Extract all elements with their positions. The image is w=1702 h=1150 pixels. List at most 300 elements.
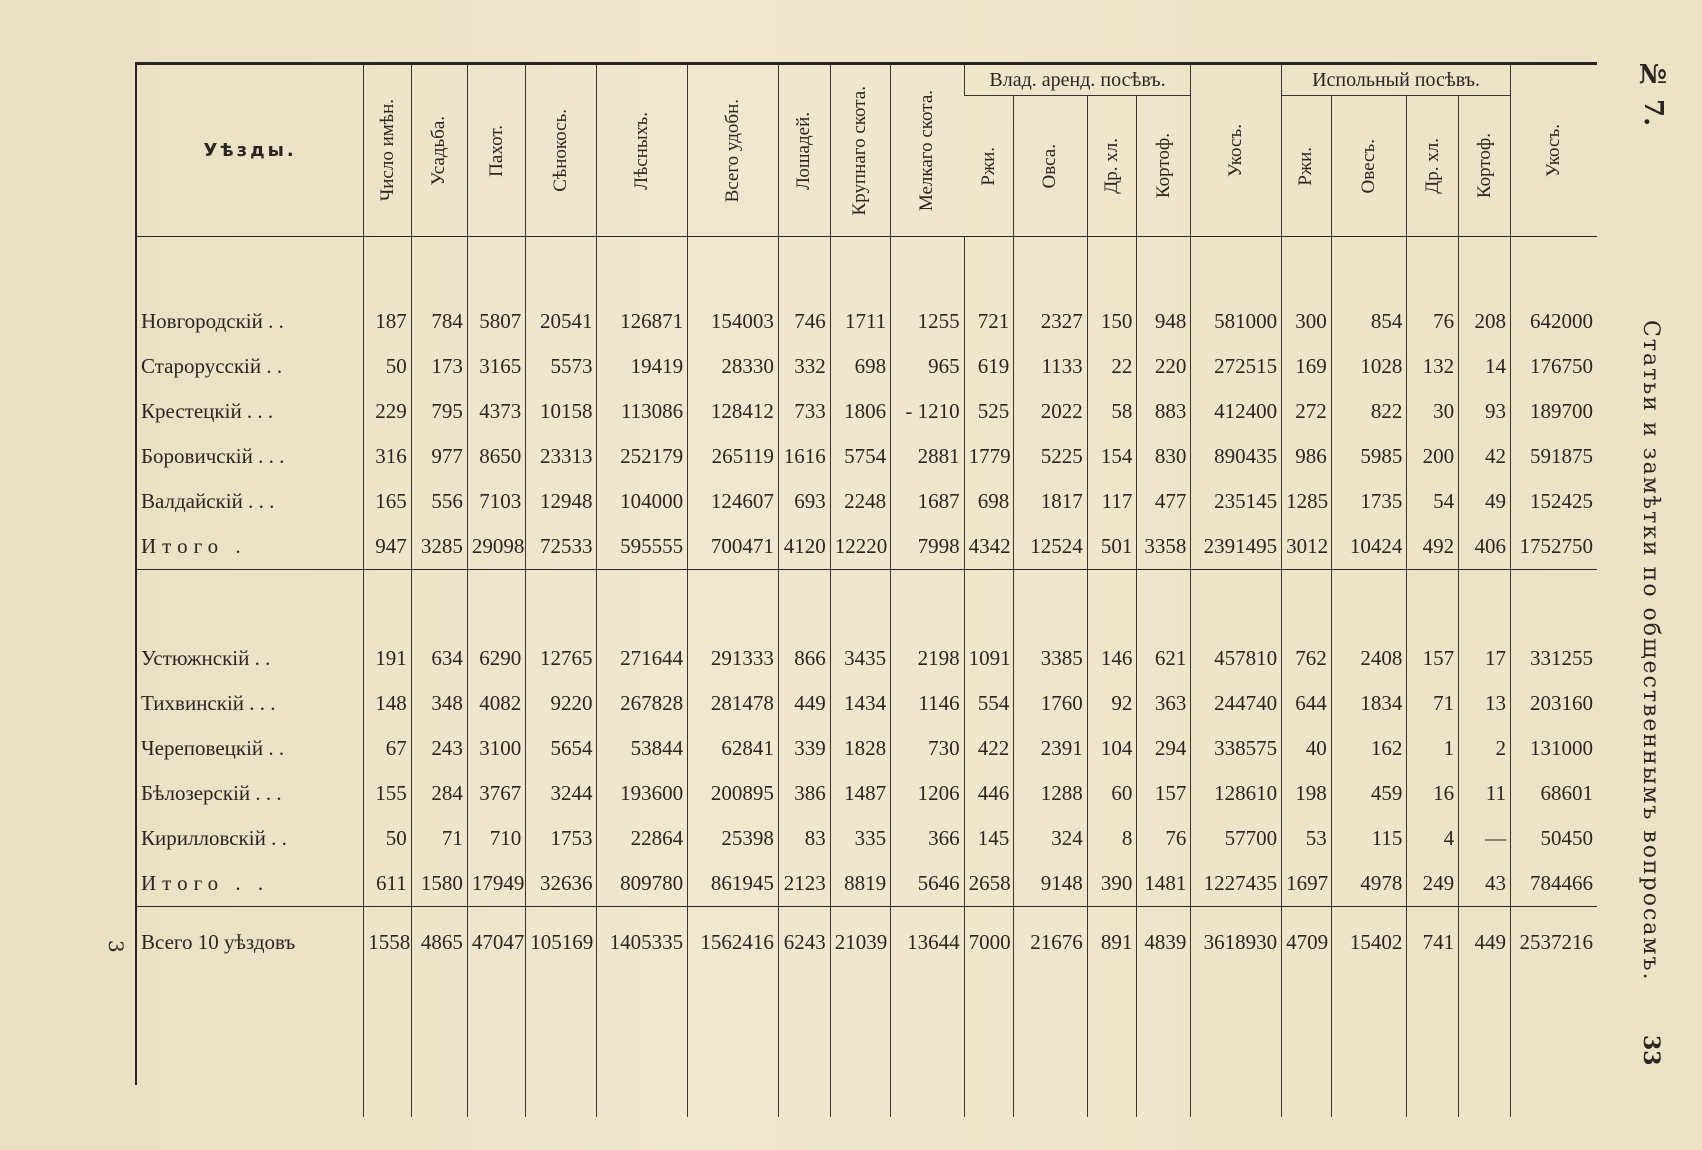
value-cell: 324 <box>1014 816 1087 861</box>
value-cell: 8 <box>1087 816 1137 861</box>
header-kartof <box>1137 96 1191 237</box>
value-cell: 1405335 <box>597 907 688 978</box>
value-cell: 390 <box>1087 861 1137 907</box>
header-melk-label: Мелкаго скота. <box>916 89 938 212</box>
value-cell: 3618930 <box>1191 907 1282 978</box>
value-cell: 15402 <box>1331 907 1407 978</box>
spacer-cell <box>1407 977 1459 1117</box>
value-cell: 422 <box>964 726 1014 771</box>
spacer-cell <box>411 237 467 300</box>
spacer-cell <box>891 237 964 300</box>
value-cell: 300 <box>1282 299 1332 344</box>
header-count-label: Число имѣн. <box>376 99 398 202</box>
value-cell: 60 <box>1087 771 1137 816</box>
value-cell: 2391 <box>1014 726 1087 771</box>
value-cell: 271644 <box>597 636 688 681</box>
value-cell: 449 <box>1459 907 1511 978</box>
value-cell: 157 <box>1137 771 1191 816</box>
value-cell: 4082 <box>467 681 525 726</box>
value-cell: — <box>1459 816 1511 861</box>
table-row <box>137 816 1597 861</box>
value-cell: 20541 <box>526 299 597 344</box>
value-cell: 1697 <box>1282 861 1332 907</box>
value-cell: 619 <box>964 344 1014 389</box>
value-cell: 162 <box>1331 726 1407 771</box>
value-cell: 1735 <box>1331 479 1407 524</box>
value-cell: 406 <box>1459 524 1511 570</box>
value-cell: 861945 <box>688 861 779 907</box>
value-cell: 243 <box>411 726 467 771</box>
header-vsego <box>688 65 779 237</box>
value-cell: 986 <box>1282 434 1332 479</box>
spacer-cell <box>1511 977 1598 1117</box>
value-cell: 23313 <box>526 434 597 479</box>
value-cell: 2327 <box>1014 299 1087 344</box>
spacer-cell <box>778 237 830 300</box>
value-cell: 191 <box>364 636 412 681</box>
uezd-name: Старорусскій . . <box>141 354 283 378</box>
header-uezd <box>137 65 364 237</box>
value-cell: 148 <box>364 681 412 726</box>
value-cell: 8650 <box>467 434 525 479</box>
value-cell: 25398 <box>688 816 779 861</box>
spacer-cell <box>830 237 890 300</box>
value-cell: 948 <box>1137 299 1191 344</box>
value-cell: 634 <box>411 636 467 681</box>
value-cell: 3385 <box>1014 636 1087 681</box>
value-cell: 5754 <box>830 434 890 479</box>
value-cell: 12220 <box>830 524 890 570</box>
spacer-cell <box>688 570 779 637</box>
header-ukos2 <box>1511 65 1598 237</box>
value-cell: 1481 <box>1137 861 1191 907</box>
value-cell: 157 <box>1407 636 1459 681</box>
value-cell: 154003 <box>688 299 779 344</box>
header-oves2-label: Овесъ. <box>1358 138 1380 194</box>
value-cell: 621 <box>1137 636 1191 681</box>
value-cell: 235145 <box>1191 479 1282 524</box>
spacer-cell <box>526 237 597 300</box>
spacer-cell <box>597 237 688 300</box>
spacer-cell <box>1407 570 1459 637</box>
header-senokos-label: Сѣнокось. <box>550 109 572 192</box>
spacer-cell <box>597 570 688 637</box>
value-cell: 1227435 <box>1191 861 1282 907</box>
total-row <box>137 524 1597 570</box>
value-cell: 13 <box>1459 681 1511 726</box>
spacer-cell <box>964 237 1014 300</box>
value-cell: 169 <box>1282 344 1332 389</box>
value-cell: 71 <box>1407 681 1459 726</box>
value-cell: 62841 <box>688 726 779 771</box>
value-cell: 3767 <box>467 771 525 816</box>
spacer-cell <box>137 237 364 300</box>
value-cell: 104000 <box>597 479 688 524</box>
spacer-cell <box>1459 977 1511 1117</box>
value-cell: 2198 <box>891 636 964 681</box>
value-cell: 1133 <box>1014 344 1087 389</box>
value-cell: 4978 <box>1331 861 1407 907</box>
value-cell: 19419 <box>597 344 688 389</box>
value-cell: 5573 <box>526 344 597 389</box>
value-cell: 21676 <box>1014 907 1087 978</box>
value-cell: 117 <box>1087 479 1137 524</box>
header-rzh-label: Ржи. <box>977 146 999 186</box>
value-cell: 252179 <box>597 434 688 479</box>
value-cell: 556 <box>411 479 467 524</box>
uezd-name: Кирилловскій . . <box>141 826 287 850</box>
value-cell: 131000 <box>1511 726 1598 771</box>
value-cell: 10158 <box>526 389 597 434</box>
spacer-cell <box>1014 570 1087 637</box>
value-cell: 1779 <box>964 434 1014 479</box>
spacer-cell <box>1511 237 1598 300</box>
spacer-cell <box>1407 237 1459 300</box>
value-cell: 1206 <box>891 771 964 816</box>
header-count <box>364 65 412 237</box>
spacer-cell <box>467 237 525 300</box>
value-cell: 3435 <box>830 636 890 681</box>
value-cell: 890435 <box>1191 434 1282 479</box>
value-cell: 57700 <box>1191 816 1282 861</box>
value-cell: 1806 <box>830 389 890 434</box>
value-cell: 113086 <box>597 389 688 434</box>
value-cell: 642000 <box>1511 299 1598 344</box>
value-cell: 965 <box>891 344 964 389</box>
value-cell: 9148 <box>1014 861 1087 907</box>
value-cell: 104 <box>1087 726 1137 771</box>
spacer-cell <box>597 977 688 1117</box>
value-cell: 12948 <box>526 479 597 524</box>
table-row <box>137 389 1597 434</box>
value-cell: 12524 <box>1014 524 1087 570</box>
header-pakhot-label: Пахот. <box>485 124 507 177</box>
value-cell: 477 <box>1137 479 1191 524</box>
value-cell: 17 <box>1459 636 1511 681</box>
spacer-row <box>137 977 1597 1117</box>
header-rzh2 <box>1282 96 1332 237</box>
value-cell: 3244 <box>526 771 597 816</box>
value-cell: 200895 <box>688 771 779 816</box>
value-cell: 3285 <box>411 524 467 570</box>
value-cell: 1558 <box>364 907 412 978</box>
value-cell: 13644 <box>891 907 964 978</box>
value-cell: 947 <box>364 524 412 570</box>
spacer-row <box>137 237 1597 300</box>
spacer-cell <box>1087 570 1137 637</box>
value-cell: 3165 <box>467 344 525 389</box>
value-cell: 220 <box>1137 344 1191 389</box>
value-cell: 71 <box>411 816 467 861</box>
spacer-cell <box>1191 237 1282 300</box>
value-cell: 128412 <box>688 389 779 434</box>
value-cell: 2881 <box>891 434 964 479</box>
spacer-cell <box>467 977 525 1117</box>
value-cell: 83 <box>778 816 830 861</box>
header-dr <box>1087 96 1137 237</box>
spacer-cell <box>364 977 412 1117</box>
value-cell: 730 <box>891 726 964 771</box>
value-cell: 7998 <box>891 524 964 570</box>
header-usadba <box>411 65 467 237</box>
header-rzh <box>964 96 1014 237</box>
value-cell: 591875 <box>1511 434 1598 479</box>
value-cell: 525 <box>964 389 1014 434</box>
value-cell: 193600 <box>597 771 688 816</box>
value-cell: 2248 <box>830 479 890 524</box>
header-rzh2-label: Ржи. <box>1295 146 1317 186</box>
spacer-cell <box>1014 237 1087 300</box>
value-cell: 459 <box>1331 771 1407 816</box>
spacer-cell <box>526 570 597 637</box>
value-cell: 203160 <box>1511 681 1598 726</box>
value-cell: 1146 <box>891 681 964 726</box>
value-cell: 4120 <box>778 524 830 570</box>
value-cell: 22864 <box>597 816 688 861</box>
spacer-cell <box>137 977 364 1117</box>
value-cell: 1687 <box>891 479 964 524</box>
uezd-name: Валдайскій . . . <box>141 489 275 513</box>
value-cell: 7000 <box>964 907 1014 978</box>
value-cell: 12765 <box>526 636 597 681</box>
value-cell: 43 <box>1459 861 1511 907</box>
header-dr-label: Др. хл. <box>1101 138 1123 194</box>
spacer-cell <box>1014 977 1087 1117</box>
value-cell: 40 <box>1282 726 1332 771</box>
value-cell: 200 <box>1407 434 1459 479</box>
value-cell: 208 <box>1459 299 1511 344</box>
value-cell: 412400 <box>1191 389 1282 434</box>
value-cell: 1288 <box>1014 771 1087 816</box>
table-row <box>137 479 1597 524</box>
value-cell: 7103 <box>467 479 525 524</box>
header-melk <box>891 65 964 237</box>
header-pakhot <box>467 65 525 237</box>
value-cell: 733 <box>778 389 830 434</box>
value-cell: 2022 <box>1014 389 1087 434</box>
value-cell: 611 <box>364 861 412 907</box>
value-cell: 5985 <box>1331 434 1407 479</box>
value-cell: 5225 <box>1014 434 1087 479</box>
value-cell: 265119 <box>688 434 779 479</box>
value-cell: 4865 <box>411 907 467 978</box>
value-cell: 1760 <box>1014 681 1087 726</box>
spacer-cell <box>1191 977 1282 1117</box>
value-cell: 22 <box>1087 344 1137 389</box>
value-cell: 3100 <box>467 726 525 771</box>
value-cell: 93 <box>1459 389 1511 434</box>
value-cell: 4 <box>1407 816 1459 861</box>
value-cell: 891 <box>1087 907 1137 978</box>
header-uezd-label: Уѣзды. <box>203 140 297 161</box>
value-cell: 386 <box>778 771 830 816</box>
header-kartof2 <box>1459 96 1511 237</box>
value-cell: 1487 <box>830 771 890 816</box>
value-cell: 1834 <box>1331 681 1407 726</box>
value-cell: 1616 <box>778 434 830 479</box>
header-group-vlad: Влад. аренд. посѣвъ. <box>964 65 1191 96</box>
uezd-name: Новгородскій . . <box>141 309 284 333</box>
header-kartof-label: Кортоф. <box>1152 133 1174 199</box>
spacer-cell <box>688 237 779 300</box>
value-cell: 53844 <box>597 726 688 771</box>
uezd-name: Боровичскій . . . <box>141 444 285 468</box>
value-cell: 76 <box>1407 299 1459 344</box>
value-cell: 150 <box>1087 299 1137 344</box>
value-cell: 229 <box>364 389 412 434</box>
header-dr2-label: Др. хл. <box>1421 138 1443 194</box>
value-cell: 155 <box>364 771 412 816</box>
spacer-cell <box>1137 977 1191 1117</box>
spacer-cell <box>830 570 890 637</box>
header-krupn-label: Крупнаго скота. <box>849 85 871 216</box>
value-cell: 363 <box>1137 681 1191 726</box>
value-cell: 1091 <box>964 636 1014 681</box>
spacer-cell <box>137 570 364 637</box>
spacer-cell <box>1137 237 1191 300</box>
value-cell: 1752750 <box>1511 524 1598 570</box>
value-cell: 784466 <box>1511 861 1598 907</box>
value-cell: 457810 <box>1191 636 1282 681</box>
value-cell: 554 <box>964 681 1014 726</box>
total-row <box>137 861 1597 907</box>
spacer-cell <box>1511 570 1598 637</box>
value-cell: 746 <box>778 299 830 344</box>
spacer-cell <box>1282 570 1332 637</box>
header-krupn <box>830 65 890 237</box>
table-row <box>137 434 1597 479</box>
value-cell: 165 <box>364 479 412 524</box>
header-ukos-label: Укосъ. <box>1225 123 1247 178</box>
spacer-cell <box>891 977 964 1117</box>
value-cell: 977 <box>411 434 467 479</box>
value-cell: 5646 <box>891 861 964 907</box>
value-cell: 189700 <box>1511 389 1598 434</box>
value-cell: 335 <box>830 816 890 861</box>
spacer-cell <box>526 977 597 1117</box>
value-cell: 332 <box>778 344 830 389</box>
spacer-cell <box>778 977 830 1117</box>
uezd-name: Череповецкій . . <box>141 736 285 760</box>
value-cell: 1817 <box>1014 479 1087 524</box>
value-cell: 1285 <box>1282 479 1332 524</box>
value-cell: 244740 <box>1191 681 1282 726</box>
header-senokos <box>526 65 597 237</box>
value-cell: 58 <box>1087 389 1137 434</box>
uezd-name: Тихвинскій . . . <box>141 691 276 715</box>
value-cell: 284 <box>411 771 467 816</box>
header-vsego-label: Всего удобн. <box>722 98 744 203</box>
value-cell: 1434 <box>830 681 890 726</box>
value-cell: 267828 <box>597 681 688 726</box>
header-les <box>597 65 688 237</box>
value-cell: 124607 <box>688 479 779 524</box>
value-cell: 762 <box>1282 636 1332 681</box>
value-cell: 446 <box>964 771 1014 816</box>
value-cell: 105169 <box>526 907 597 978</box>
spacer-cell <box>778 570 830 637</box>
header-les-label: Лѣсныхъ. <box>631 111 653 190</box>
value-cell: 1 <box>1407 726 1459 771</box>
running-head: Статьи и замѣтки по общественнымъ вопросамъ. <box>1638 320 1663 982</box>
spacer-cell <box>1459 570 1511 637</box>
value-cell: 67 <box>364 726 412 771</box>
value-cell: 3012 <box>1282 524 1332 570</box>
value-cell: 4373 <box>467 389 525 434</box>
spacer-cell <box>1331 237 1407 300</box>
value-cell: 42 <box>1459 434 1511 479</box>
uezd-name: Итого . <box>137 524 364 570</box>
value-cell: 316 <box>364 434 412 479</box>
spacer-cell <box>364 237 412 300</box>
value-cell: 721 <box>964 299 1014 344</box>
value-cell: 115 <box>1331 816 1407 861</box>
value-cell: 348 <box>411 681 467 726</box>
value-cell: 4342 <box>964 524 1014 570</box>
value-cell: 152425 <box>1511 479 1598 524</box>
value-cell: 1580 <box>411 861 467 907</box>
value-cell: 1562416 <box>688 907 779 978</box>
value-cell: 2658 <box>964 861 1014 907</box>
value-cell: 331255 <box>1511 636 1598 681</box>
value-cell: 72533 <box>526 524 597 570</box>
value-cell: 173 <box>411 344 467 389</box>
header-kartof2-label: Кортоф. <box>1473 133 1495 199</box>
spacer-cell <box>964 570 1014 637</box>
value-cell: 449 <box>778 681 830 726</box>
value-cell: 272515 <box>1191 344 1282 389</box>
spacer-cell <box>411 570 467 637</box>
value-cell: 854 <box>1331 299 1407 344</box>
value-cell: 126871 <box>597 299 688 344</box>
spacer-cell <box>1191 570 1282 637</box>
spacer-cell <box>1331 570 1407 637</box>
value-cell: 822 <box>1331 389 1407 434</box>
value-cell: 710 <box>467 816 525 861</box>
value-cell: 4839 <box>1137 907 1191 978</box>
value-cell: 2391495 <box>1191 524 1282 570</box>
value-cell: 50 <box>364 344 412 389</box>
value-cell: 5654 <box>526 726 597 771</box>
page-number: 33 <box>1638 1035 1664 1066</box>
spacer-cell <box>467 570 525 637</box>
spacer-cell <box>411 977 467 1117</box>
value-cell: 29098 <box>467 524 525 570</box>
value-cell: 830 <box>1137 434 1191 479</box>
value-cell: 338575 <box>1191 726 1282 771</box>
value-cell: 492 <box>1407 524 1459 570</box>
header-group-ispol: Испольный посѣвъ. <box>1282 65 1511 96</box>
statistics-table <box>137 65 1597 1117</box>
value-cell: 6290 <box>467 636 525 681</box>
value-cell: 2 <box>1459 726 1511 771</box>
value-cell: 49 <box>1459 479 1511 524</box>
value-cell: 53 <box>1282 816 1332 861</box>
value-cell: 1028 <box>1331 344 1407 389</box>
value-cell: 644 <box>1282 681 1332 726</box>
value-cell: 281478 <box>688 681 779 726</box>
issue-number: № 7. <box>1638 60 1668 127</box>
value-cell: 11 <box>1459 771 1511 816</box>
value-cell: 9220 <box>526 681 597 726</box>
spacer-cell <box>1331 977 1407 1117</box>
statistics-table-frame <box>135 62 1597 1085</box>
header-usadba-label: Усадьба. <box>428 115 450 186</box>
value-cell: 128610 <box>1191 771 1282 816</box>
value-cell: 3358 <box>1137 524 1191 570</box>
value-cell: 187 <box>364 299 412 344</box>
value-cell: 14 <box>1459 344 1511 389</box>
